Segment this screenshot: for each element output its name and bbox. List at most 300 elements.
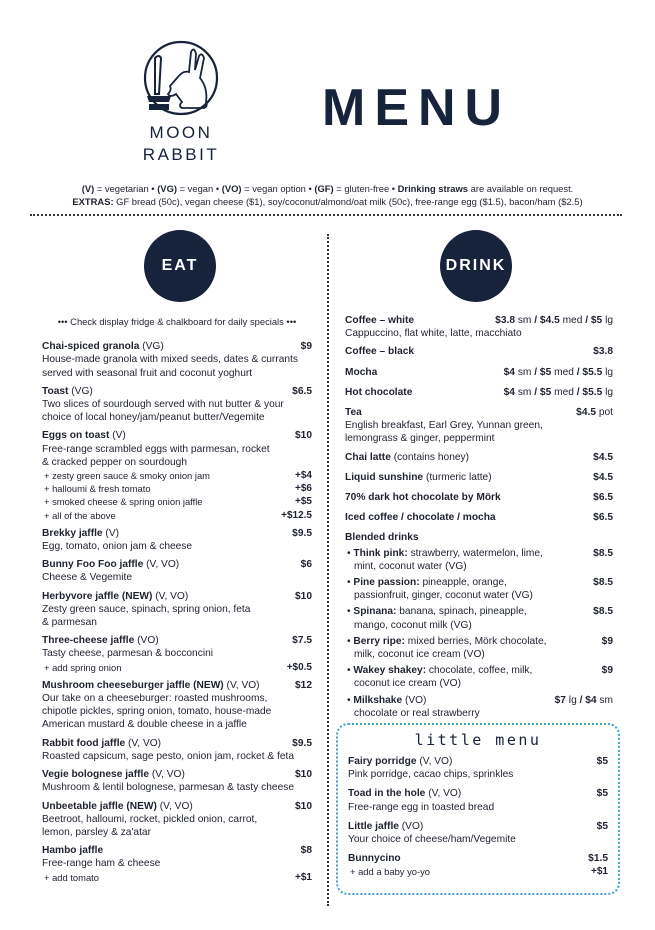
item-description: & parmesan — [42, 617, 97, 629]
drink-item — [345, 406, 613, 446]
item-description: English breakfast, Earl Grey, Yunnan green, — [345, 420, 543, 432]
item-price: $6.5 — [292, 385, 312, 397]
addon-row — [42, 509, 312, 522]
legend-part: = vegan option • — [241, 183, 315, 194]
legend-part: (V) — [81, 183, 95, 194]
item-name — [42, 385, 93, 398]
item-text — [347, 664, 557, 690]
drink-item — [345, 386, 613, 399]
eat-items — [42, 340, 312, 884]
item-header — [345, 366, 613, 379]
item-text — [347, 635, 557, 661]
little-menu-heading: little menu — [414, 731, 542, 749]
addon-price: +$6 — [295, 483, 312, 495]
item-description: Cheese & Vegemite — [42, 572, 133, 584]
addon-label: + halloumi & fresh tomato — [44, 483, 151, 495]
drink-item — [345, 345, 613, 358]
item-title: Mushroom cheeseburger jaffle (NEW) — [42, 679, 224, 691]
item-header — [345, 345, 613, 358]
item-tag: (contains honey) — [390, 451, 470, 463]
item-header — [348, 852, 608, 865]
item-name — [42, 800, 193, 813]
item-description: Our take on a cheeseburger: roasted mushrooms, — [42, 693, 268, 705]
price-value: $5 — [539, 386, 552, 398]
addon-row — [42, 482, 312, 495]
item-name — [345, 471, 492, 484]
price-separator: / — [573, 366, 583, 378]
item-title: Wakey shakey: — [353, 665, 427, 677]
price-unit: sm — [514, 315, 532, 326]
menu-item — [42, 844, 312, 884]
item-price: $9 — [300, 341, 312, 353]
item-header — [347, 694, 613, 707]
item-title: Berry ripe: — [353, 635, 405, 647]
price — [593, 576, 613, 589]
item-tag: (V, VO) — [152, 590, 189, 602]
item-title: Pine passion: — [353, 577, 420, 589]
addon-label: + smoked cheese & spring onion jaffle — [44, 496, 203, 508]
item-description: Tasty cheese, parmesan & bocconcini — [42, 648, 214, 660]
blended-item — [345, 664, 613, 690]
item-header — [345, 491, 613, 504]
item-description: lemon, parsley & za'atar — [42, 826, 151, 838]
drink-item — [345, 491, 613, 504]
item-description: (VO) — [402, 694, 427, 706]
item-title: Chai-spiced granola — [42, 341, 140, 353]
item-name — [42, 679, 260, 692]
price — [593, 511, 613, 524]
item-price: $10 — [295, 430, 312, 442]
item-title: Eggs on toast — [42, 430, 110, 442]
item-title: Coffee – white — [345, 315, 415, 326]
price-separator: / — [531, 315, 540, 326]
dietary-legend — [0, 182, 655, 195]
addon-label: + add tomato — [44, 871, 99, 883]
price-value: $5.5 — [582, 386, 603, 398]
item-title: Spinana: — [353, 606, 397, 618]
item-description: banana, spinach, pineapple, mango, coconut milk (VG) — [354, 606, 527, 631]
item-title: Iced coffee / chocolate / mocha — [345, 512, 496, 524]
item-header — [345, 471, 613, 484]
item-description: pineapple, orange, passionfruit, ginger, coconut water (VG) — [354, 577, 533, 602]
item-tag: (V, VO) — [425, 788, 462, 800]
item-header — [347, 576, 613, 602]
price-unit: med — [559, 315, 583, 326]
blended-item — [345, 635, 613, 661]
item-title: Milkshake — [353, 694, 403, 706]
eat-section — [42, 315, 312, 889]
item-name — [345, 314, 414, 327]
menu-item — [42, 737, 312, 763]
price-value: $9 — [601, 635, 613, 647]
price-value: $8.5 — [593, 547, 613, 559]
price-unit: sm — [514, 386, 532, 398]
drink-item — [345, 471, 613, 484]
price-unit: med — [551, 366, 574, 378]
item-header — [345, 314, 613, 327]
item-header — [345, 386, 613, 399]
item-name — [345, 491, 501, 504]
item-header — [345, 511, 613, 524]
item-price: $10 — [295, 590, 312, 602]
item-price: $5 — [596, 820, 608, 832]
item-header — [42, 429, 312, 442]
item-description: House-made granola with mixed seeds, dates & currants — [42, 354, 298, 366]
price-unit: lg — [602, 366, 613, 378]
item-header — [42, 737, 312, 750]
item-title: 70% dark hot chocolate by Mörk — [345, 492, 501, 504]
addon-price: +$1 — [295, 871, 312, 883]
item-description: & cracked pepper on sourdough — [42, 456, 187, 468]
price — [593, 345, 613, 358]
bullet: • — [347, 694, 354, 706]
item-tag: (V, VO) — [223, 679, 260, 691]
price-value: $8.5 — [593, 606, 613, 618]
legend-part: are available on request. — [468, 183, 574, 194]
item-title: Brekky jaffle — [42, 527, 103, 539]
item-name — [345, 386, 412, 399]
drink-item — [345, 451, 613, 464]
item-title: Liquid sunshine — [345, 471, 424, 483]
menu-item — [42, 340, 312, 380]
item-name — [42, 768, 185, 781]
legend — [0, 182, 655, 208]
item-tag: (V) — [102, 527, 120, 539]
price-unit: sm — [596, 694, 613, 706]
price-value: $5 — [590, 315, 603, 326]
item-name — [345, 345, 414, 358]
blended-item — [345, 547, 613, 573]
menu-item — [42, 768, 312, 794]
price — [593, 491, 613, 504]
price — [593, 451, 613, 464]
addon-label: + all of the above — [44, 509, 116, 521]
addon-row — [42, 495, 312, 508]
blended-items — [345, 547, 613, 720]
menu-item — [348, 755, 608, 781]
item-name — [42, 429, 126, 442]
menu-item — [348, 820, 608, 846]
item-name — [345, 511, 496, 524]
addon-label: + add a baby yo-yo — [350, 866, 431, 878]
item-header — [42, 800, 312, 813]
price — [593, 605, 613, 618]
item-text — [347, 576, 557, 602]
menu-item — [42, 385, 312, 425]
brand-line-2: RABBIT — [142, 145, 220, 164]
item-title: Tea — [345, 407, 362, 419]
item-tag: (V, VO) — [149, 769, 185, 781]
item-description: chocolate, coffee, milk, coconut ice cream (VO) — [354, 665, 533, 690]
item-tag: (V, VO) — [125, 737, 162, 749]
price — [602, 664, 613, 677]
addon-price: +$5 — [295, 496, 312, 508]
price — [495, 314, 613, 327]
item-name — [345, 451, 469, 464]
item-header — [42, 558, 312, 571]
item-tag: (VO) — [398, 820, 424, 832]
drink-section — [345, 314, 613, 723]
item-tag: (VG) — [139, 341, 164, 353]
addon-price: +$12.5 — [281, 509, 312, 521]
item-price: $9.5 — [292, 527, 312, 539]
price-separator: / — [576, 694, 586, 706]
price-value: $6.5 — [593, 492, 613, 504]
price-value: $4.5 — [593, 471, 613, 483]
item-title: Toast — [42, 385, 69, 397]
price-unit: med — [551, 386, 574, 398]
item-header — [42, 590, 312, 603]
item-tag: (V, VO) — [156, 800, 193, 812]
item-title: Hambo jaffle — [42, 845, 104, 857]
item-title: Three-cheese jaffle — [42, 635, 135, 647]
price — [602, 635, 613, 648]
item-name — [348, 820, 423, 833]
price-value: $4 — [503, 386, 515, 398]
item-description: Two slices of sourdough served with nut butter & your — [42, 399, 284, 411]
legend-part: (GF) — [314, 183, 334, 194]
item-title: Fairy porridge — [348, 756, 417, 767]
moon-rabbit-logo — [139, 38, 223, 124]
addon-row — [42, 871, 312, 884]
item-title: Rabbit food jaffle — [42, 737, 126, 749]
brand-name — [120, 122, 242, 166]
item-header — [348, 787, 608, 800]
price-value: $3.8 — [495, 315, 515, 326]
little-items — [348, 755, 608, 879]
price-value: $8.5 — [593, 577, 613, 589]
item-header — [42, 634, 312, 647]
item-header — [42, 679, 312, 692]
addon-row — [42, 469, 312, 482]
drink-heading: DRINK — [440, 230, 512, 302]
item-subtext: chocolate or real strawberry — [354, 707, 480, 719]
menu-item — [42, 527, 312, 553]
legend-part: (VO) — [221, 183, 242, 194]
item-price: $8 — [300, 845, 312, 857]
item-description: served with seasonal fruit and coconut yoghurt — [42, 367, 253, 379]
price-unit: lg — [565, 694, 577, 706]
item-name — [42, 527, 119, 540]
item-tag: (VG) — [68, 385, 93, 397]
legend-part: Drinking straws — [397, 183, 468, 194]
price — [593, 547, 613, 560]
item-description: choice of local honey/jam/peanut butter/Vegemite — [42, 412, 265, 424]
item-description: Mushroom & lentil bolognese, parmesan & tasty cheese — [42, 782, 294, 794]
price-value: $6.5 — [593, 512, 613, 524]
item-text — [347, 547, 557, 573]
item-header — [42, 340, 312, 353]
price — [555, 694, 613, 707]
item-price: $5 — [596, 756, 608, 767]
drink-item — [345, 511, 613, 524]
item-name — [42, 590, 188, 603]
legend-part: = vegan • — [176, 183, 222, 194]
item-tag: (V, VO) — [416, 756, 453, 767]
price-value: $4.5 — [576, 407, 596, 419]
eat-heading: EAT — [144, 230, 216, 302]
bullet: • — [347, 547, 354, 559]
price-value: $4.5 — [593, 451, 613, 463]
item-name — [42, 737, 161, 750]
item-header — [42, 385, 312, 398]
item-description: Free-range egg in toasted bread — [348, 801, 495, 813]
item-name — [348, 755, 452, 768]
item-description: Your choice of cheese/ham/Vegemite — [348, 834, 516, 846]
addon-price: +$4 — [295, 470, 312, 482]
item-price: $10 — [295, 769, 312, 781]
bullet: • — [347, 606, 354, 618]
price — [593, 471, 613, 484]
price-separator: / — [582, 315, 591, 326]
item-header — [345, 451, 613, 464]
item-title: Vegie bolognese jaffle — [42, 769, 149, 781]
item-title: Toad in the hole — [348, 788, 426, 800]
bullet: • — [347, 665, 354, 677]
bullet: • — [347, 635, 354, 647]
item-price: $5 — [596, 788, 608, 800]
item-header — [348, 820, 608, 833]
price — [504, 386, 613, 399]
item-name — [42, 340, 164, 353]
item-price: $12 — [295, 679, 312, 691]
addon-label: + zesty green sauce & smoky onion jam — [44, 470, 210, 482]
drink-items — [345, 314, 613, 524]
addon-row — [42, 661, 312, 674]
item-tag: (turmeric latte) — [423, 471, 492, 483]
legend-part: = gluten-free • — [333, 183, 398, 194]
item-description: Free-range scrambled eggs with parmesan, rocket — [42, 443, 270, 455]
item-title: Mocha — [345, 366, 378, 378]
item-title: Herbyvore jaffle (NEW) — [42, 590, 153, 602]
item-header — [42, 844, 312, 857]
divider-horizontal — [30, 214, 622, 216]
drink-item — [345, 366, 613, 379]
item-description: Free-range ham & cheese — [42, 858, 161, 870]
addon-price: +$0.5 — [286, 661, 312, 673]
item-description: chipotle pickles, spring onion, tomato, house-made — [42, 706, 272, 718]
price-value: $9 — [601, 665, 613, 677]
menu-item — [42, 558, 312, 584]
item-tag: (VO) — [134, 635, 159, 647]
menu-item — [42, 634, 312, 674]
extras-legend — [0, 195, 655, 208]
item-header — [348, 755, 608, 768]
item-description: mixed berries, Mörk chocolate, milk, coconut ice cream (VO) — [354, 635, 547, 661]
item-price: $1.5 — [588, 853, 608, 865]
brand-line-1: MOON — [149, 123, 213, 142]
item-name — [345, 366, 377, 379]
price-value: $5.5 — [582, 366, 603, 378]
addon-label: + add spring onion — [44, 661, 122, 673]
menu-item — [42, 429, 312, 521]
legend-part: = vegetarian • — [94, 183, 158, 194]
item-header — [347, 547, 613, 573]
price-unit: lg — [602, 315, 613, 326]
item-text — [347, 605, 557, 631]
menu-item — [42, 800, 312, 840]
price-value: $5 — [539, 366, 552, 378]
menu-item — [348, 852, 608, 878]
price-unit: pot — [596, 407, 613, 419]
price-separator: / — [531, 366, 540, 378]
item-title: Bunny Foo Foo jaffle — [42, 559, 144, 571]
price-value: $4.5 — [539, 315, 560, 326]
item-description: Zesty green sauce, spinach, spring onion, feta — [42, 603, 251, 615]
menu-item — [348, 787, 608, 813]
price-separator: / — [573, 386, 583, 398]
item-price: $10 — [295, 800, 312, 812]
item-title: Coffee – black — [345, 346, 415, 358]
blended-item — [345, 605, 613, 631]
item-description: Cappuccino, flat white, latte, macchiato — [345, 328, 522, 340]
item-title: Unbeetable jaffle (NEW) — [42, 800, 157, 812]
price-unit: lg — [602, 386, 613, 398]
item-price: $7.5 — [292, 635, 312, 647]
item-name — [42, 634, 159, 647]
item-name — [42, 844, 103, 857]
item-description: Beetroot, halloumi, rocket, pickled onion, carrot, — [42, 813, 258, 825]
item-header — [347, 664, 613, 690]
item-title: Hot chocolate — [345, 386, 413, 398]
price-value: $7 — [554, 694, 566, 706]
item-name — [348, 852, 401, 865]
item-description: Roasted capsicum, sage pesto, onion jam, rocket & feta — [42, 750, 294, 762]
item-header — [345, 406, 613, 419]
legend-part: EXTRAS: — [72, 196, 114, 207]
price-value: $4 — [585, 694, 597, 706]
blended-item — [345, 576, 613, 602]
item-header — [42, 768, 312, 781]
bullet: • — [347, 577, 354, 589]
item-title: Think pink: — [353, 547, 408, 559]
price — [576, 406, 613, 419]
item-header — [42, 527, 312, 540]
item-tag: (V) — [109, 430, 126, 442]
divider-vertical — [327, 234, 329, 906]
blended-heading: Blended drinks — [345, 532, 419, 544]
item-price: $6 — [300, 559, 312, 571]
little-menu-box — [336, 723, 620, 895]
item-description: strawberry, watermelon, lime, mint, coconut water (VG) — [354, 547, 543, 572]
item-title: Bunnycino — [348, 853, 401, 865]
price-value: $4 — [503, 366, 515, 378]
item-tag: (V, VO) — [143, 559, 180, 571]
price — [504, 366, 613, 379]
price-unit: sm — [514, 366, 532, 378]
item-text — [347, 694, 426, 707]
item-name — [348, 787, 461, 800]
item-description: Pink porridge, cacao chips, sprinkles — [348, 769, 514, 781]
item-description: lemongrass & ginger, peppermint — [345, 433, 495, 445]
item-description: American mustard & double cheese in a jaffle — [42, 719, 247, 731]
menu-item — [42, 590, 312, 630]
drink-item — [345, 314, 613, 340]
item-header — [347, 635, 613, 661]
item-header — [347, 605, 613, 631]
item-title: Little jaffle — [348, 820, 399, 832]
item-title: Chai latte — [345, 451, 391, 463]
page-title: MENU — [322, 79, 512, 137]
menu-item — [42, 679, 312, 732]
specials-note: ••• Check display fridge & chalkboard for daily specials ••• — [57, 316, 297, 327]
price-value: $3.8 — [593, 346, 613, 358]
item-name — [345, 406, 362, 419]
item-description: Egg, tomato, onion jam & cheese — [42, 541, 193, 553]
blended-item — [345, 694, 613, 720]
legend-part: (VG) — [157, 183, 177, 194]
addon-row — [348, 865, 608, 878]
